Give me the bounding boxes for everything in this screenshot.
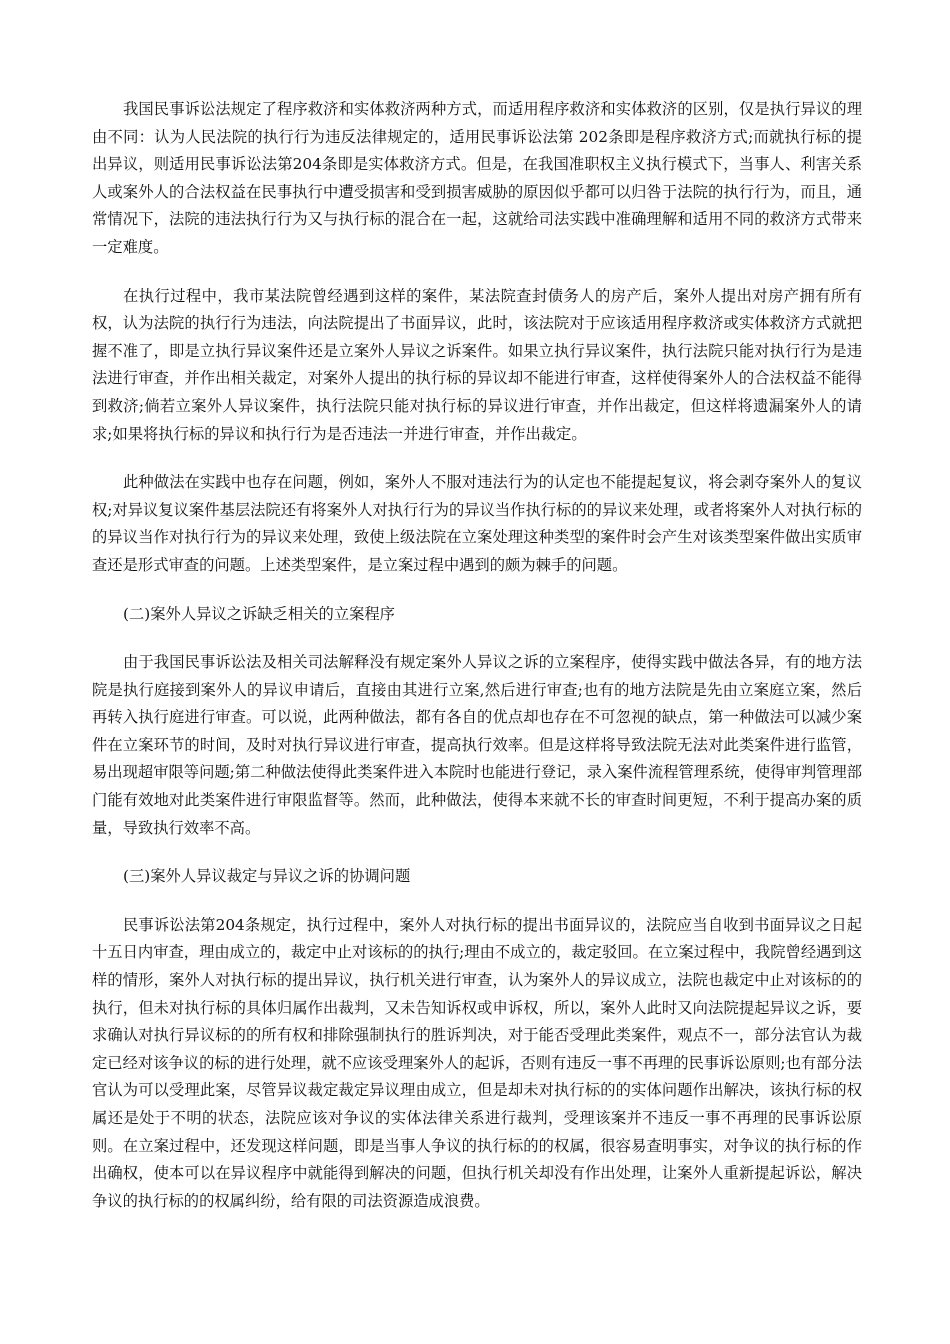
paragraph-practice-problems: 此种做法在实践中也存在问题，例如，案外人不服对违法行为的认定也不能提起复议，将会剥夺案外人的复议权;对异议复议案件基层法院还有将案外人对执行行为的异议当作执行标的的异议来处理，或者将案外人对执行标的的异议当作对执行行为的异议来处理，致使上级法院在立案处理这种类型的案件时会产生对该类型案件做出实质审查还是形式审查的问题。上述类型案件，是立案过程中遇到的颇为棘手的问题。 (92, 473, 863, 574)
document-body (92, 96, 862, 1236)
paragraph-remedy-methods: 我国民事诉讼法规定了程序救济和实体救济两种方式，而适用程序救济和实体救济的区别，仅是执行异议的理由不同：认为人民法院的执行行为违反法律规定的，适用民事诉讼法第 202条即是程序救济方式;而就执行标的提出异议，则适用民事诉讼法第204条即是实体救济方式。但是，在我国准职权主义执行模式下，当事人、利害关系人或案外人的合法权益在民事执行中遭受损害和受到损害威胁的原因似乎都可以归咎于法院的执行行为，而且，通常情况下，法院的违法执行行为又与执行标的混合在一起，这就给司法实践中准确理解和适用不同的救济方式带来一定难度。 (92, 100, 862, 256)
paragraph-filing-procedure: 由于我国民事诉讼法及相关司法解释没有规定案外人异议之诉的立案程序，使得实践中做法各异，有的地方法院是执行庭接到案外人的异议申请后，直接由其进行立案,然后进行审查;也有的地方法院是先由立案庭立案，然后再转入执行庭进行审查。可以说，此两种做法，都有各自的优点却也存在不可忽视的缺点，第一种做法可以减少案件在立案环节的时间，及时对执行异议进行审查，提高执行效率。但是这样将导致法院无法对此类案件进行监管，易出现超审限等问题;第二种做法使得此类案件进入本院时也能进行登记，录入案件流程管理系统，使得审判管理部门能有效地对此类案件进行审限监督等。然而，此种做法，使得本来就不长的审查时间更短，不利于提高办案的质量，导致执行效率不高。 (92, 653, 863, 837)
paragraph-coordination: 民事诉讼法第204条规定，执行过程中，案外人对执行标的提出书面异议的，法院应当自收到书面异议之日起十五日内审查，理由成立的，裁定中止对该标的的执行;理由不成立的，裁定驳回。在立案过程中，我院曾经遇到这样的情形，案外人对执行标的提出异议，执行机关进行审查，认为案外人的异议成立，法院也裁定中止对该标的的执行，但未对执行标的具体归属作出裁判，又未告知诉权或申诉权，所以，案外人此时又向法院提起异议之诉，要求确认对执行异议标的的所有权和排除强制执行的胜诉判决，对于能否受理此类案件，观点不一，部分法官认为裁定已经对该争议的标的进行处理，就不应该受理案外人的起诉，否则有违反一事不再理的民事诉讼原则;也有部分法官认为可以受理此案，尽管异议裁定裁定异议理由成立，但是却未对执行标的的实体问题作出解决，该执行标的权属还是处于不明的状态，法院应该对争议的实体法律关系进行裁判，受理该案并不违反一事不再理的民事诉讼原则。在立案过程中，还发现这样问题，即是当事人争议的执行标的的权属，很容易查明事实，对争议的执行标的作出确权，使本可以在异议程序中就能得到解决的问题，但执行机关却没有作出处理，让案外人重新提起诉讼，解决争议的执行标的的权属纠纷，给有限的司法资源造成浪费。 (92, 915, 863, 1210)
section-heading-coordination: (三)案外人异议裁定与异议之诉的协调问题 (123, 867, 411, 886)
paragraph-execution-case-example: 在执行过程中，我市某法院曾经遇到这样的案件，某法院查封债务人的房产后，案外人提出对房产拥有所有权，认为法院的执行行为违法，向法院提出了书面异议，此时，该法院对于应该适用程序救济或实体救济方式就把握不准了，即是立执行异议案件还是立案外人异议之诉案件。如果立执行异议案件，执行法院只能对执行行为是违法进行审查，并作出相关裁定，对案外人提出的执行标的异议却不能进行审查，这样使得案外人的合法权益不能得到救济;倘若立案外人异议案件，执行法院只能对执行标的异议进行审查，并作出裁定，但这样将遗漏案外人的请求;如果将执行标的异议和执行行为是否违法一并进行审查，并作出裁定。 (92, 286, 862, 443)
section-heading-filing-procedure: (二)案外人异议之诉缺乏相关的立案程序 (123, 604, 395, 623)
